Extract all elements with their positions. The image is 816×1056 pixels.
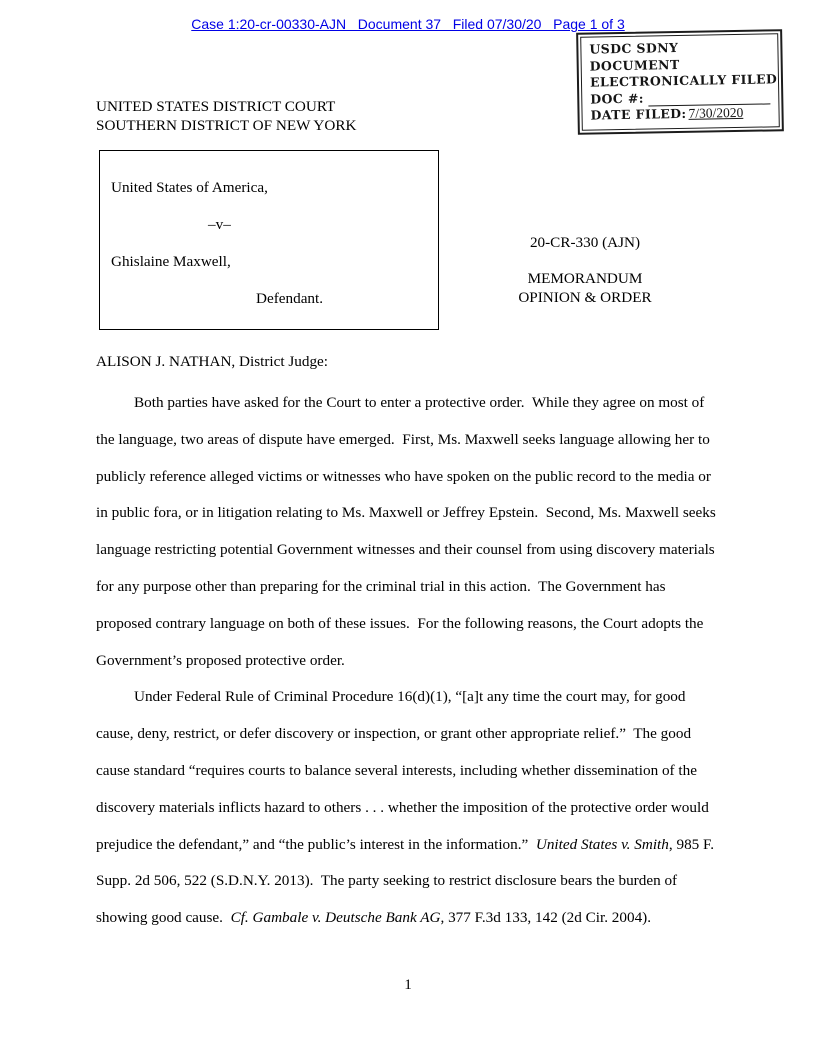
- caption-box: [99, 150, 439, 330]
- caption-defendant-label: Defendant.: [256, 290, 324, 307]
- body-paragraph-2: Under Federal Rule of Criminal Procedure 16(d)(1), “[a]t any time the court may, for good cause, deny, restrict, or defer discovery or inspection, or grant other appropriate relief.” The good cause standard “requires courts to balance several interests, including whether dissemination of the discovery materials inflicts hazard to others . . . whether the imposition of the protective order would prejudice the defendant,” and “the public’s interest in the information.” United States v. Smith, 985 F. Supp. 2d 506, 522 (S.D.N.Y. 2013). The party seeking to restrict disclosure bears the burden of showing good cause. Cf. Gambale v. Deutsche Bank AG, 377 F.3d 133, 142 (2d Cir. 2004).: [96, 688, 718, 927]
- ecf-case-header: Case 1:20-cr-00330-AJN Document 37 Filed 07/30/20 Page 1 of 3: [191, 16, 625, 32]
- court-heading-line1: UNITED STATES DISTRICT COURT: [96, 98, 336, 115]
- caption-defendant-name: Ghislaine Maxwell,: [111, 253, 231, 270]
- page-number: 1: [404, 976, 412, 993]
- caption-versus: –v–: [208, 216, 231, 233]
- electronically-filed-stamp: [576, 29, 784, 134]
- judge-line: ALISON J. NATHAN, District Judge:: [96, 353, 329, 370]
- case-caption: [96, 150, 746, 330]
- caption-plaintiff: United States of America,: [111, 179, 268, 196]
- stamp-date-filed-label: DATE FILED:: [590, 105, 687, 123]
- stamp-inner-border: [580, 33, 780, 130]
- document-title-line1: MEMORANDUM: [527, 270, 643, 287]
- stamp-date-filed-value: 7/30/2020: [688, 104, 744, 121]
- court-heading-line2: SOUTHERN DISTRICT OF NEW YORK: [96, 117, 357, 134]
- case-number: 20-CR-330 (AJN): [529, 234, 641, 251]
- stamp-efiled-line: ELECTRONICALLY FILED: [589, 71, 778, 90]
- stamp-date-filed-row: [590, 104, 770, 124]
- stamp-doc-number-label: DOC #:: [590, 90, 644, 107]
- court-heading: [96, 97, 356, 135]
- stamp-document-line: DOCUMENT: [589, 56, 680, 74]
- document-title-line2: OPINION & ORDER: [518, 289, 652, 306]
- opinion-body: [96, 352, 720, 937]
- stamp-court-line: USDC SDNY: [589, 40, 679, 57]
- body-paragraph-1: Both parties have asked for the Court to enter a protective order. While they agree on most of the language, two areas of dispute have emerged. First, Ms. Maxwell seeks language allowing her to publicly reference alleged victims or witnesses who have spoken on the public record to the media or in public fora, or in litigation relating to Ms. Maxwell or Jeffrey Epstein. Second, Ms. Maxwell seeks language restricting potential Government witnesses and their counsel from using discovery materials for any purpose other than preparing for the criminal trial in this action. The Government has proposed contrary language on both of these issues. For the following reasons, the Court adopts the Government’s proposed protective order.: [96, 394, 720, 669]
- document-title: [425, 269, 745, 307]
- stamp-doc-number-blank-line: [648, 90, 771, 106]
- case-info: [425, 234, 745, 307]
